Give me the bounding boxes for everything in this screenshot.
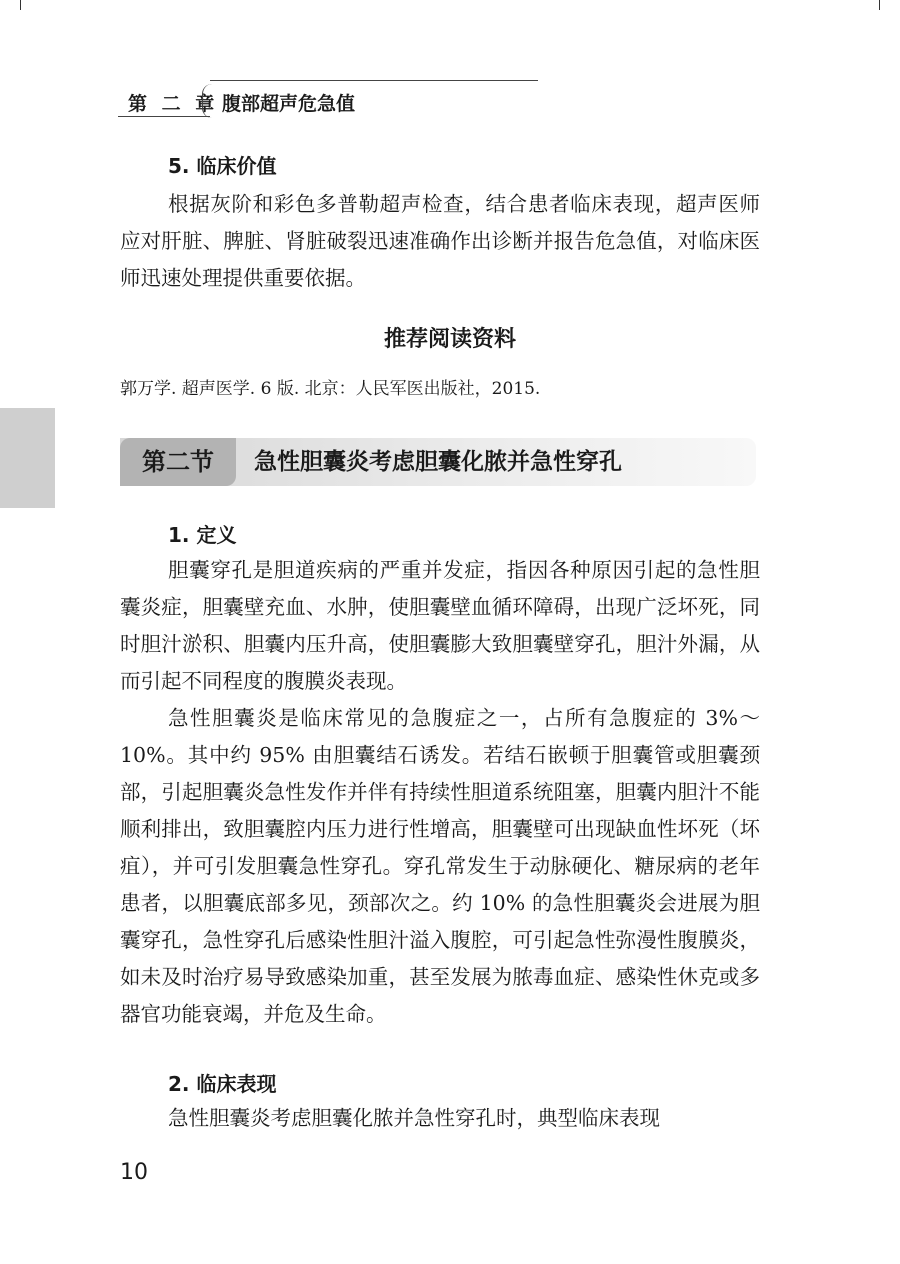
- clinical-value-heading: 5. 临床价值: [168, 154, 277, 178]
- side-thumb-tab: [0, 408, 55, 508]
- recommended-reading-title: 推荐阅读资料: [383, 327, 516, 352]
- definition-paragraph-1: 胆囊穿孔是胆道疾病的严重并发症，指因各种原因引起的急性胆囊炎症，胆囊壁充血、水肿，使胆囊壁血循环障碍，出现广泛坏死，同时胆汁淤积、胆囊内压升高，使胆囊膨大致胆囊壁穿孔，胆汁外漏，从而引起不同程度的腹膜炎表现。: [120, 558, 760, 693]
- clinical-manifestation-heading: 2. 临床表现: [168, 1072, 277, 1096]
- chapter-title: 腹部超声危急值: [222, 93, 356, 115]
- header-rule-top: [210, 80, 538, 81]
- definition-heading: 1. 定义: [168, 523, 237, 547]
- clinical-value-paragraph: 根据灰阶和彩色多普勒超声检查，结合患者临床表现，超声医师应对肝脏、脾脏、肾脏破裂迅速准确作出诊断并报告危急值，对临床医师迅速处理提供重要依据。: [120, 192, 760, 290]
- page-number: 10: [120, 1160, 148, 1185]
- header-rule-bottom: [118, 116, 210, 117]
- running-header: [118, 80, 538, 118]
- reference-entry: 郭万学. 超声医学. 6 版. 北京：人民军医出版社，2015.: [120, 379, 541, 399]
- crop-mark-right: [879, 0, 894, 10]
- section-banner: [120, 438, 756, 486]
- chapter-label: 第 二 章: [128, 93, 219, 115]
- header-divider: [202, 84, 213, 118]
- section-number: 第二节: [120, 438, 236, 486]
- crop-mark-left: [6, 0, 21, 10]
- definition-paragraph-2: 急性胆囊炎是临床常见的急腹症之一，占所有急腹症的 3%～10%。其中约 95% 由胆囊结石诱发。若结石嵌顿于胆囊管或胆囊颈部，引起胆囊炎急性发作并伴有持续性胆道系统阻塞，胆囊内胆汁不能顺利排出，致胆囊腔内压力进行性增高，胆囊壁可出现缺血性坏死（坏疽），并可引发胆囊急性穿孔。穿孔常发生于动脉硬化、糖尿病的老年患者，以胆囊底部多见，颈部次之。约 10% 的急性胆囊炎会进展为胆囊穿孔，急性穿孔后感染性胆汁溢入腹腔，可引起急性弥漫性腹膜炎，如未及时治疗易导致感染加重，甚至发展为脓毒血症、感染性休克或多器官功能衰竭，并危及生命。: [120, 706, 760, 1026]
- clinical-manifestation-paragraph: 急性胆囊炎考虑胆囊化脓并急性穿孔时，典型临床表现: [168, 1106, 660, 1130]
- section-title: 急性胆囊炎考虑胆囊化脓并急性穿孔: [254, 449, 622, 475]
